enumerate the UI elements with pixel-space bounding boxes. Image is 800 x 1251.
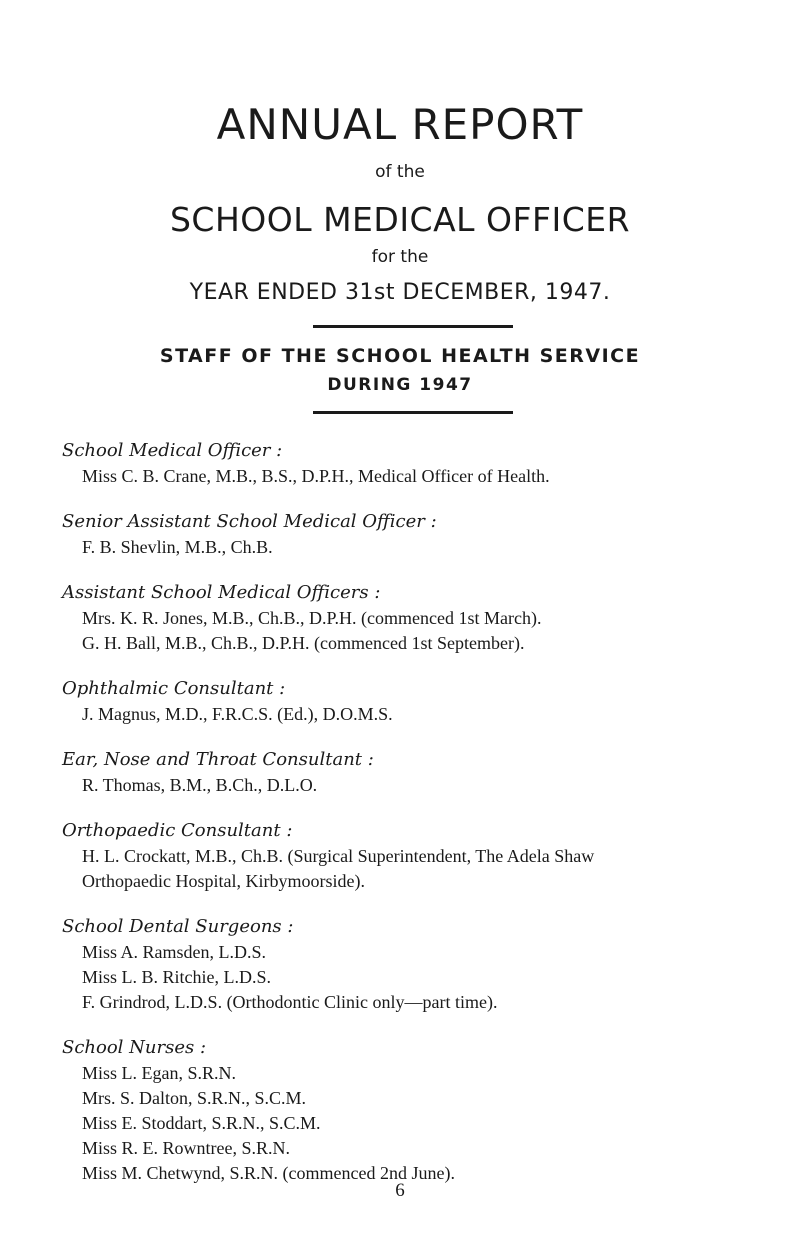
- top-divider: [313, 325, 513, 328]
- section-heading: Senior Assistant School Medical Officer :: [62, 511, 437, 532]
- report-officer-title: SCHOOL MEDICAL OFFICER: [169, 200, 631, 239]
- staff-list: [62, 438, 782, 1206]
- section-assistant-officers: [62, 580, 782, 656]
- staff-entry: Mrs. K. R. Jones, M.B., Ch.B., D.P.H. (commenced 1st March).: [82, 608, 542, 628]
- staff-entry: H. L. Crockatt, M.B., Ch.B. (Surgical Superintendent, The Adela Shaw: [82, 846, 595, 866]
- section-school-nurses: [62, 1035, 782, 1186]
- staff-entry: Orthopaedic Hospital, Kirbymoorside).: [82, 871, 365, 891]
- section-heading: Ear, Nose and Throat Consultant :: [62, 749, 374, 770]
- page-number: 6: [395, 1180, 405, 1201]
- report-subtitle-of-the: of the: [375, 162, 425, 182]
- staff-entry: Miss R. E. Rowntree, S.R.N.: [82, 1138, 291, 1158]
- staff-entry: J. Magnus, M.D., F.R.C.S. (Ed.), D.O.M.S.: [82, 704, 393, 724]
- report-subtitle-for-the: for the: [371, 247, 429, 267]
- section-heading: Orthopaedic Consultant :: [62, 820, 293, 841]
- section-ophthalmic-consultant: [62, 676, 782, 727]
- report-year: YEAR ENDED 31st DECEMBER, 1947.: [189, 280, 611, 305]
- section-heading: Ophthalmic Consultant :: [62, 678, 286, 699]
- section-heading: School Medical Officer :: [62, 440, 283, 461]
- staff-entry: F. Grindrod, L.D.S. (Orthodontic Clinic only—part time).: [82, 992, 498, 1012]
- section-heading: School Nurses :: [62, 1037, 207, 1058]
- section-dental-surgeons: [62, 914, 782, 1015]
- staff-entry: G. H. Ball, M.B., Ch.B., D.P.H. (commenced 1st September).: [82, 633, 525, 653]
- staff-entry: Miss L. Egan, S.R.N.: [82, 1063, 237, 1083]
- staff-entry: Miss A. Ramsden, L.D.S.: [82, 942, 267, 962]
- staff-subheading: DURING 1947: [327, 375, 473, 395]
- section-senior-assistant: [62, 509, 782, 560]
- staff-entry: Mrs. S. Dalton, S.R.N., S.C.M.: [82, 1088, 307, 1108]
- staff-entry: Miss L. B. Ritchie, L.D.S.: [82, 967, 272, 987]
- section-heading: School Dental Surgeons :: [62, 916, 294, 937]
- staff-entry: R. Thomas, B.M., B.Ch., D.L.O.: [82, 775, 318, 795]
- staff-entry: Miss C. B. Crane, M.B., B.S., D.P.H., Medical Officer of Health.: [82, 466, 550, 486]
- staff-entry: Miss M. Chetwynd, S.R.N. (commenced 2nd June).: [82, 1163, 455, 1183]
- bottom-divider: [313, 411, 513, 414]
- section-ent-consultant: [62, 747, 782, 798]
- staff-entry: F. B. Shevlin, M.B., Ch.B.: [82, 537, 273, 557]
- section-school-medical-officer: [62, 438, 782, 489]
- section-heading: Assistant School Medical Officers :: [62, 582, 381, 603]
- staff-entry: Miss E. Stoddart, S.R.N., S.C.M.: [82, 1113, 321, 1133]
- section-orthopaedic-consultant: [62, 818, 782, 894]
- report-title: ANNUAL REPORT: [216, 100, 584, 149]
- staff-heading: STAFF OF THE SCHOOL HEALTH SERVICE: [159, 345, 641, 367]
